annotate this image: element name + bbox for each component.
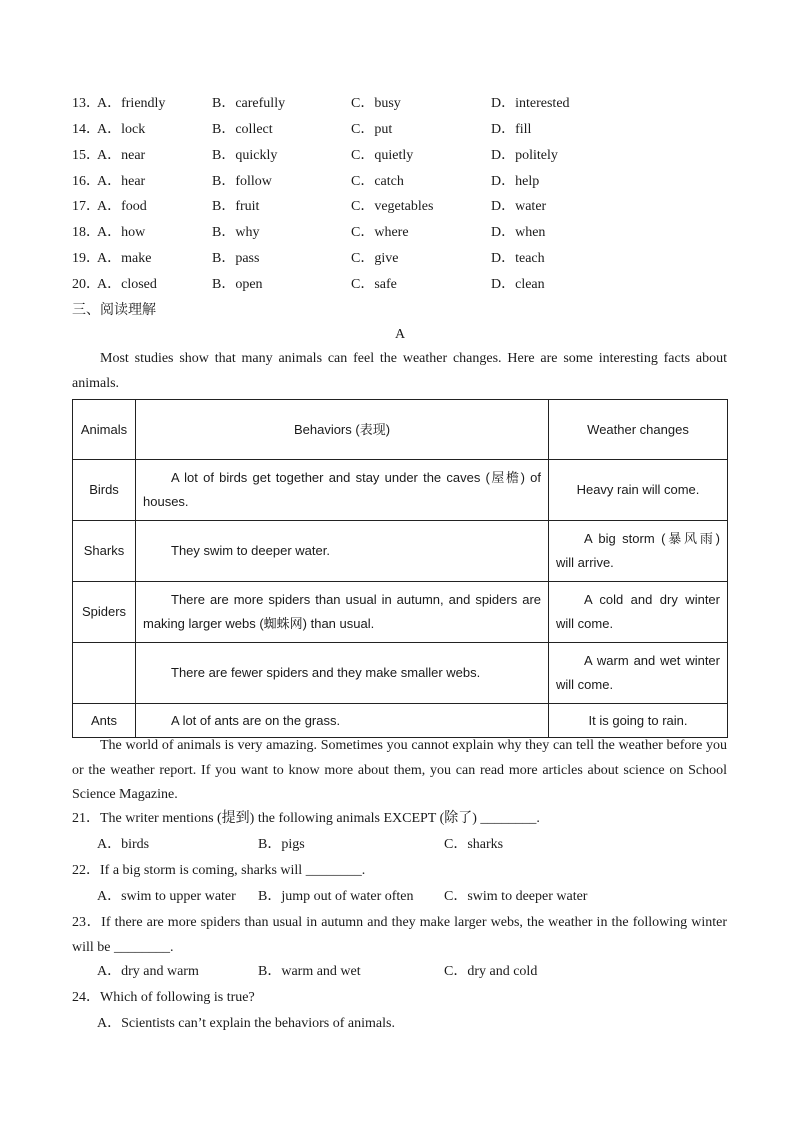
option-row xyxy=(0,172,800,192)
behavior-text: There are fewer spiders and they make smaller webs. xyxy=(171,665,481,680)
question-number: 14． xyxy=(72,122,100,137)
behavior-text: A lot of ants are on the grass. xyxy=(171,712,341,728)
question-number: 19． xyxy=(72,251,100,266)
question-21-option-b: B．pigs xyxy=(258,837,305,852)
weather-cell: It is going to rain. xyxy=(549,704,728,738)
option-d: D．teach xyxy=(491,251,545,266)
option-c: C．quietly xyxy=(351,148,414,163)
option-a: A．friendly xyxy=(97,96,166,111)
animal-cell: Birds xyxy=(73,460,136,521)
weather-cell xyxy=(549,582,728,643)
question-number: 15． xyxy=(72,148,100,163)
option-a: A．near xyxy=(97,148,146,163)
option-b: B．follow xyxy=(212,174,272,189)
table-header-row xyxy=(73,400,728,460)
question-number: 13． xyxy=(72,96,100,111)
option-a: A．lock xyxy=(97,122,146,137)
option-a: A．closed xyxy=(97,277,157,292)
question-number: 18． xyxy=(72,225,100,240)
question-number: 17． xyxy=(72,199,100,214)
option-a: A．hear xyxy=(97,174,146,189)
header-animals: Animals xyxy=(73,400,136,460)
option-d: D．water xyxy=(491,199,547,214)
option-c: C．where xyxy=(351,225,409,240)
option-d: D．politely xyxy=(491,148,558,163)
question-23-stem: 23．If there are more spiders than usual in autumn and they make larger webs, the weather in the following winter will be ________. xyxy=(72,915,727,955)
option-b: B．quickly xyxy=(212,148,278,163)
question-24-option-a: A．Scientists can’t explain the behaviors of animals. xyxy=(97,1016,395,1031)
question-23-option-b: B．warm and wet xyxy=(258,964,361,979)
header-weather: Weather changes xyxy=(549,400,728,460)
question-number: 20． xyxy=(72,277,100,292)
question-22-stem: 22．If a big storm is coming, sharks will ________. xyxy=(72,863,366,878)
question-number: 16． xyxy=(72,174,100,189)
option-a: A．how xyxy=(97,225,146,240)
question-24-stem: 24．Which of following is true? xyxy=(72,990,255,1005)
behavior-cell xyxy=(136,582,549,643)
option-row xyxy=(0,94,800,114)
weather-text: A cold and dry winter will come. xyxy=(556,592,720,631)
intro-paragraph: Most studies show that many animals can feel the weather changes. Here are some interesting facts about animals. xyxy=(72,351,727,391)
option-b: B．why xyxy=(212,225,260,240)
option-c: C．catch xyxy=(351,174,404,189)
question-21-option-c: C．sharks xyxy=(444,837,504,852)
table-row xyxy=(73,704,728,738)
question-21-option-a: A．birds xyxy=(97,837,150,852)
option-row xyxy=(0,275,800,295)
animal-weather-table xyxy=(72,399,728,738)
behavior-cell xyxy=(136,643,549,704)
passage-label: A xyxy=(395,327,406,342)
behavior-text: They swim to deeper water. xyxy=(171,543,330,558)
option-d: D．help xyxy=(491,174,540,189)
table-row xyxy=(73,582,728,643)
table-row xyxy=(73,521,728,582)
behavior-text: There are more spiders than usual in autumn, and spiders are making larger webs (蜘蛛网) than usual. xyxy=(143,592,541,631)
behavior-cell xyxy=(136,704,549,738)
behavior-cell xyxy=(136,460,549,521)
option-c: C．busy xyxy=(351,96,401,111)
question-22-option-c: C．swim to deeper water xyxy=(444,889,588,904)
question-22-option-b: B．jump out of water often xyxy=(258,889,414,904)
weather-cell: Heavy rain will come. xyxy=(549,460,728,521)
option-c: C．put xyxy=(351,122,393,137)
closing-paragraph: The world of animals is very amazing. Sometimes you cannot explain why they can tell the weather before you or the weather report. If you want to know more about them, you can read more articles about science on School Science Magazine. xyxy=(72,738,727,802)
weather-text: A warm and wet winter will come. xyxy=(556,653,720,692)
option-row xyxy=(0,249,800,269)
question-22-option-a: A．swim to upper water xyxy=(97,889,236,904)
option-b: B．carefully xyxy=(212,96,286,111)
behavior-text: A lot of birds get together and stay under the caves (屋檐) of houses. xyxy=(143,470,541,509)
weather-cell xyxy=(549,521,728,582)
option-row xyxy=(0,223,800,243)
option-d: D．clean xyxy=(491,277,545,292)
option-c: C．vegetables xyxy=(351,199,434,214)
option-d: D．fill xyxy=(491,122,532,137)
option-a: A．make xyxy=(97,251,152,266)
option-c: C．safe xyxy=(351,277,397,292)
header-behaviors: Behaviors (表现) xyxy=(136,400,549,460)
section-heading: 三、阅读理解 xyxy=(72,303,156,318)
table-row xyxy=(73,460,728,521)
option-b: B．fruit xyxy=(212,199,260,214)
animal-cell xyxy=(73,643,136,704)
option-row xyxy=(0,120,800,140)
option-b: B．collect xyxy=(212,122,273,137)
behavior-cell xyxy=(136,521,549,582)
option-d: D．interested xyxy=(491,96,570,111)
animal-cell: Sharks xyxy=(73,521,136,582)
question-23-option-c: C．dry and cold xyxy=(444,964,538,979)
weather-cell xyxy=(549,643,728,704)
option-row xyxy=(0,146,800,166)
option-b: B．open xyxy=(212,277,263,292)
animal-cell: Spiders xyxy=(73,582,136,643)
question-23-option-a: A．dry and warm xyxy=(97,964,199,979)
question-21-stem: 21．The writer mentions (提到) the following animals EXCEPT (除了) ________. xyxy=(72,811,540,826)
option-a: A．food xyxy=(97,199,147,214)
table-row xyxy=(73,643,728,704)
option-b: B．pass xyxy=(212,251,260,266)
option-d: D．when xyxy=(491,225,546,240)
option-row xyxy=(0,197,800,217)
animal-cell: Ants xyxy=(73,704,136,738)
option-c: C．give xyxy=(351,251,399,266)
weather-text: A big storm (暴风雨) will arrive. xyxy=(556,531,720,570)
